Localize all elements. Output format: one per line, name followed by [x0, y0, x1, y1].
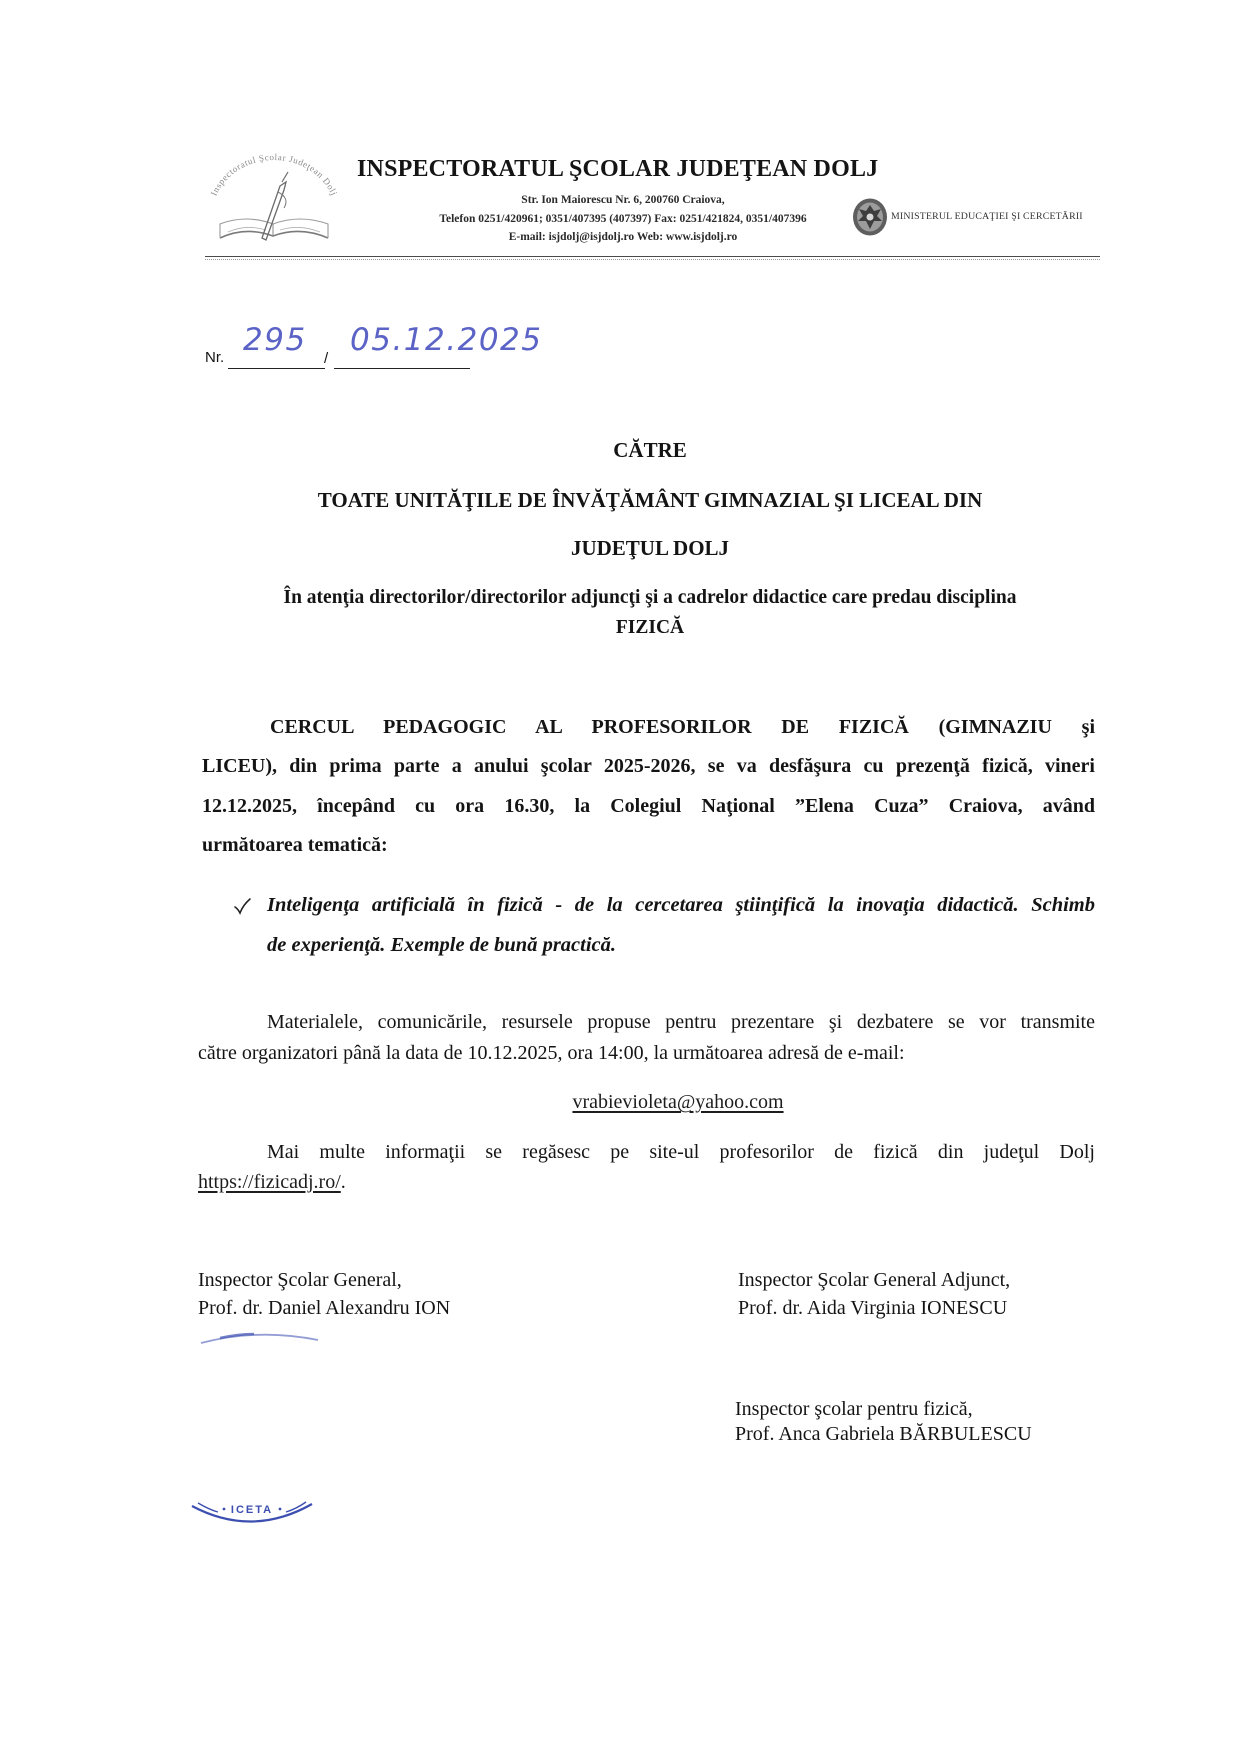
registration-date-underline [334, 368, 470, 369]
info-paragraph [198, 1137, 1095, 1197]
address-line: Str. Ion Maiorescu Nr. 6, 200760 Craiova, [521, 194, 725, 206]
email-web-line: E-mail: isjdolj@isjdolj.ro Web: www.isjdolj.ro [508, 231, 738, 243]
ministry-crest-icon [851, 197, 889, 237]
website-link-suffix: . [340, 1171, 346, 1193]
institution-contact [400, 191, 846, 247]
contact-email-row [478, 1087, 878, 1118]
header-divider [205, 256, 1100, 257]
signature-title: Inspector şcolar pentru fizică, [735, 1398, 973, 1420]
stamp-text: ICETA [230, 1504, 274, 1516]
logo-arc-text [209, 152, 340, 197]
logo-graphic [198, 146, 350, 250]
recipient-line-2: JUDEŢUL DOLJ [570, 536, 730, 560]
header-divider-secondary [205, 259, 1100, 260]
checkmark-icon [232, 896, 252, 916]
handwritten-registration-date: 05.12.2025 [350, 322, 543, 358]
institution-name: INSPECTORATUL ŞCOLAR JUDEŢEAN DOLJ [357, 156, 879, 182]
materials-paragraph [198, 1007, 1095, 1069]
recipient-heading: CĂTRE [613, 438, 687, 462]
stamp-fragment-bottom [188, 1500, 316, 1540]
announcement-paragraph [202, 708, 1095, 865]
signature-name: Prof. dr. Daniel Alexandru ION [198, 1297, 451, 1319]
signature-name: Prof. Anca Gabriela BĂRBULESCU [735, 1423, 1032, 1445]
materials-line: Materialele, comunicările, resursele propuse pentru prezentare şi dezbatere se vor transmite [267, 1011, 1095, 1033]
topic-item [267, 885, 1095, 965]
announcement-line: următoarea tematică: [202, 833, 388, 856]
signature-deputy-inspector [738, 1266, 1010, 1322]
attention-line: În atenţia directorilor/directorilor adjuncţi şi a cadrelor didactice care predau disciplina [283, 587, 1017, 608]
logo-arc-label: Inspectoratul Şcolar Judeţean Dolj [208, 151, 340, 198]
topic-line: Inteligenţa artificială în fizică - de la cercetarea ştiinţifică la inovaţia didactică. Schimb [267, 894, 1095, 916]
info-line: Mai multe informaţii se regăsesc pe site-ul profesorilor de fizică din judeţul Dolj [267, 1141, 1095, 1163]
subject-discipline: FIZICĂ [615, 617, 685, 638]
announcement-line: 12.12.2025, începând cu ora 16.30, la Colegiul Naţional ”Elena Cuza” Craiova, având [202, 794, 1095, 817]
stamp-fragment-top [198, 1328, 322, 1350]
signature-general-inspector [198, 1266, 450, 1322]
topic-line: de experienţă. Exemple de bună practică. [267, 934, 617, 956]
contact-email-link[interactable]: vrabievioleta@yahoo.com [572, 1091, 784, 1113]
announcement-line: LICEU), din prima parte a anului şcolar 2025-2026, se va desfăşura cu prezenţă fizică, vineri [202, 755, 1095, 778]
handwritten-registration-number: 295 [243, 322, 307, 358]
isj-dolj-logo [198, 146, 350, 250]
announcement-line: CERCUL PEDAGOGIC AL PROFESORILOR DE FIZICĂ (GIMNAZIU şi [270, 716, 1095, 738]
info-url-line [198, 1167, 1095, 1197]
signature-title: Inspector Şcolar General, [198, 1269, 402, 1291]
signature-name: Prof. dr. Aida Virginia IONESCU [738, 1297, 1008, 1319]
ministry-name: MINISTERUL EDUCAŢIEI ŞI CERCETĂRII [891, 211, 1083, 222]
materials-line: către organizatori până la data de 10.12.2025, ora 14:00, la următoarea adresă de e-mail: [198, 1042, 905, 1064]
registration-separator: / [324, 350, 329, 367]
signature-title: Inspector Şcolar General Adjunct, [738, 1269, 1011, 1291]
recipient-line-1: TOATE UNITĂŢILE DE ÎNVĂŢĂMÂNT GIMNAZIAL ŞI LICEAL DIN [317, 488, 983, 512]
registration-label: Nr. [205, 349, 225, 366]
registration-number-underline [228, 368, 325, 369]
website-link[interactable]: https://fizicadj.ro/ [198, 1171, 341, 1193]
signature-physics-inspector [735, 1397, 1032, 1447]
phone-fax-line: Telefon 0251/420961; 0351/407395 (407397) Fax: 0251/421824, 0351/407396 [439, 212, 807, 225]
